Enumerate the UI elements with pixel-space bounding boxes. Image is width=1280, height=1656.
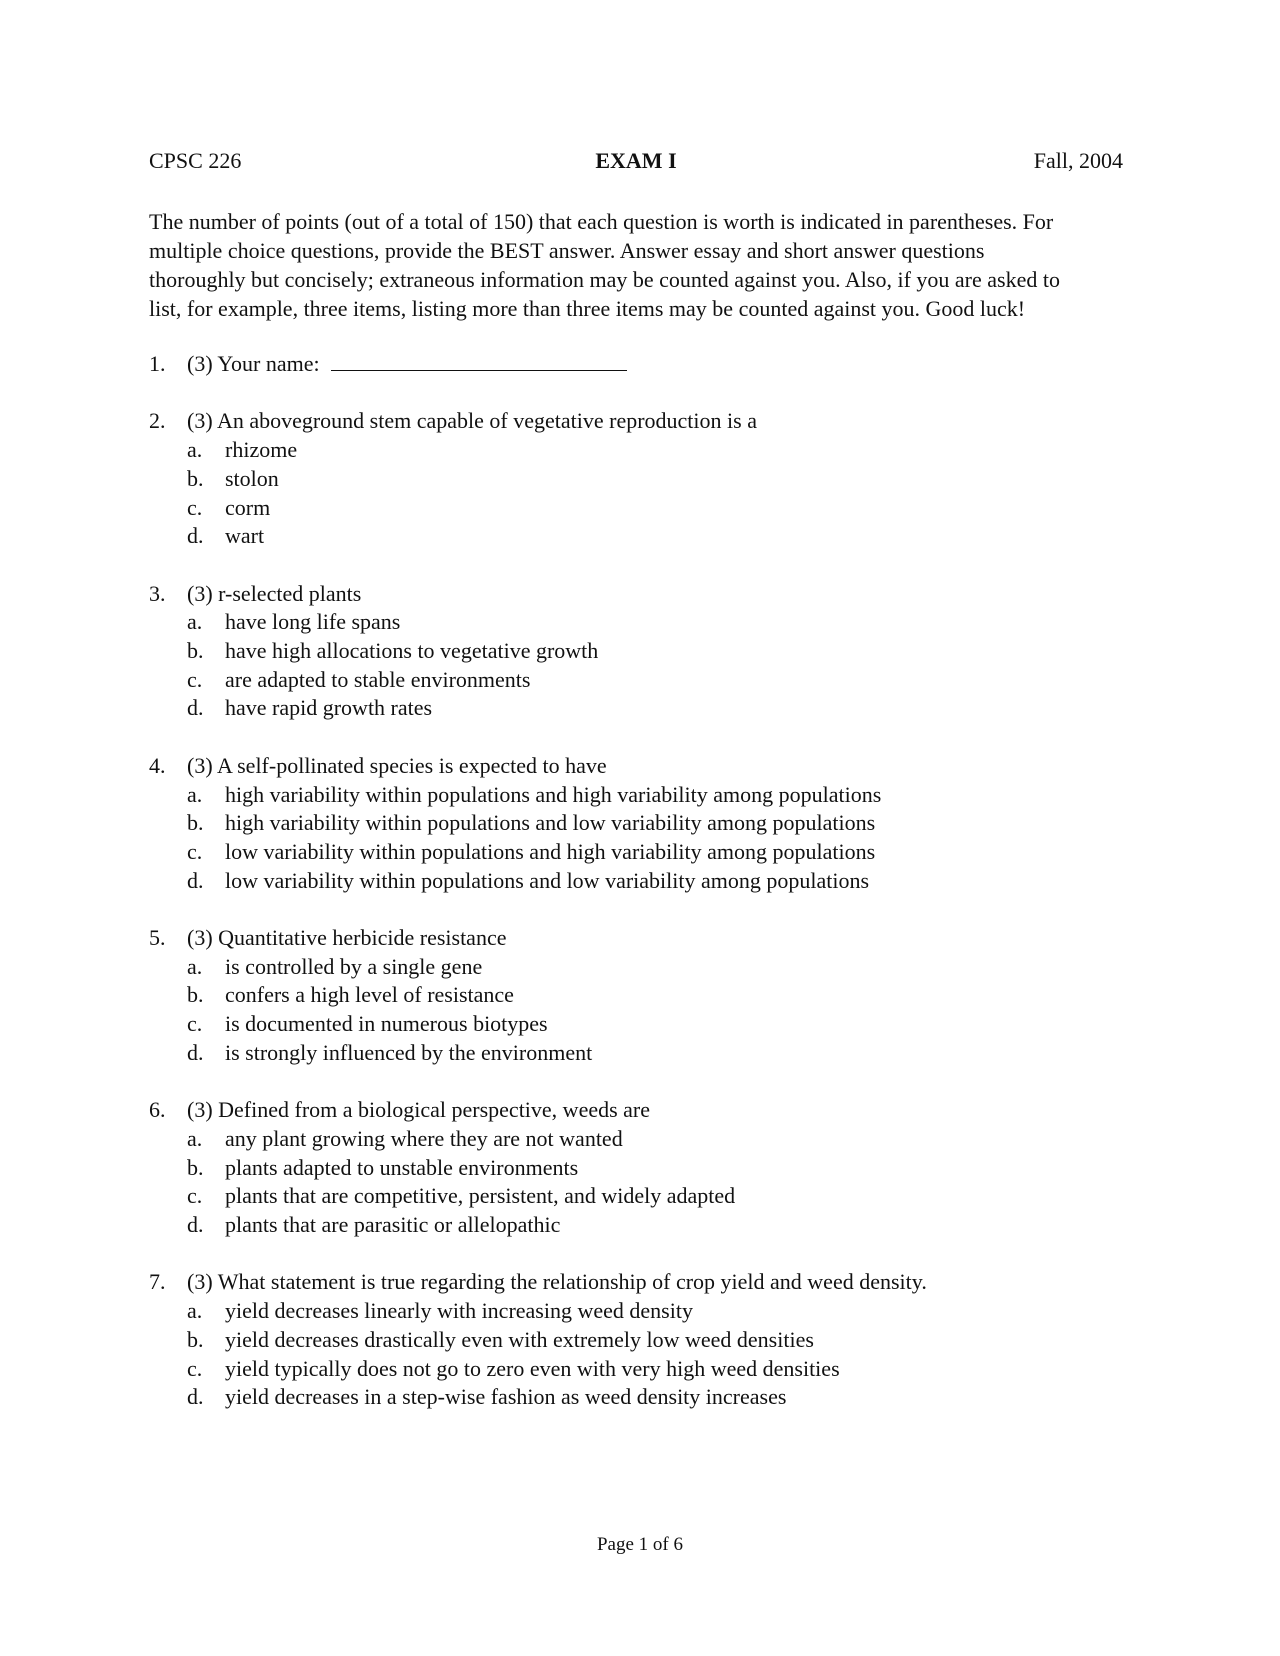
question-stem: [149, 924, 1189, 953]
option-letter: c.: [187, 666, 203, 692]
question-text: (3) Quantitative herbicide resistance: [187, 925, 507, 950]
option-letter: b.: [187, 638, 204, 663]
option-text: yield typically does not go to zero even with very high weed densities: [225, 1355, 840, 1381]
option-letter: b.: [187, 1326, 204, 1352]
option-text: have long life spans: [225, 609, 401, 635]
question-text: (3) r-selected plants: [187, 580, 362, 606]
option-text: have high allocations to vegetative growth: [225, 638, 599, 663]
answer-option: [149, 637, 1189, 666]
instructions-line: multiple choice questions, provide the BEST answer. Answer essay and short answer questions: [149, 238, 985, 263]
option-letter: c.: [187, 838, 203, 864]
option-text: plants adapted to unstable environments: [225, 1154, 579, 1180]
option-text: are adapted to stable environments: [225, 666, 531, 692]
question-7: [149, 1268, 1189, 1412]
answer-option: [149, 1039, 1189, 1068]
option-text: is strongly influenced by the environment: [225, 1039, 593, 1065]
answer-option: [149, 522, 1189, 551]
option-text: low variability within populations and high variability among populations: [225, 838, 876, 864]
option-text: plants that are parasitic or allelopathic: [225, 1212, 561, 1238]
answer-option: [149, 666, 1189, 695]
option-letter: d.: [187, 1384, 204, 1410]
answer-option: [149, 781, 1189, 810]
answer-option: [149, 1154, 1189, 1183]
question-2: [149, 407, 1189, 551]
option-letter: a.: [187, 781, 203, 807]
option-letter: b.: [187, 1154, 204, 1180]
question-number: 1.: [149, 351, 166, 376]
option-text: confers a high level of resistance: [225, 982, 514, 1008]
option-text: corm: [225, 494, 271, 520]
name-blank-line[interactable]: [331, 350, 627, 371]
option-text: high variability within populations and high variability among populations: [225, 781, 882, 807]
question-stem: [149, 1268, 1189, 1297]
instructions-line: thoroughly but concisely; extraneous information may be counted against you. Also, if you are asked to: [149, 267, 1060, 292]
answer-option: [149, 494, 1189, 523]
option-letter: c.: [187, 1355, 203, 1381]
question-number: 5.: [149, 925, 166, 950]
option-letter: d.: [187, 695, 204, 721]
answer-option: [149, 867, 1189, 896]
question-number: 7.: [149, 1269, 166, 1295]
option-text: stolon: [225, 465, 279, 491]
question-list: [149, 350, 1189, 1441]
answer-option: [149, 608, 1189, 637]
question-3: [149, 580, 1189, 724]
answer-option: [149, 1297, 1189, 1326]
answer-option: [149, 981, 1189, 1010]
option-text: yield decreases in a step-wise fashion as weed density increases: [225, 1384, 787, 1410]
option-letter: a.: [187, 1125, 203, 1151]
answer-option: [149, 1383, 1189, 1412]
instructions-paragraph: [149, 207, 1189, 323]
option-letter: a.: [187, 437, 203, 463]
option-letter: c.: [187, 1183, 203, 1209]
question-4: [149, 752, 1189, 896]
option-letter: d.: [187, 523, 204, 549]
answer-option: [149, 809, 1189, 838]
question-stem: [149, 752, 1189, 781]
option-letter: d.: [187, 867, 204, 893]
answer-option: [149, 1211, 1189, 1240]
option-letter: a.: [187, 609, 203, 635]
option-text: low variability within populations and low variability among populations: [225, 867, 870, 893]
option-letter: d.: [187, 1212, 204, 1238]
question-6: [149, 1096, 1189, 1240]
question-1: [149, 350, 1189, 379]
answer-option: [149, 953, 1189, 982]
option-text: have rapid growth rates: [225, 695, 433, 721]
question-text: (3) What statement is true regarding the relationship of crop yield and weed density.: [187, 1269, 927, 1295]
option-letter: b.: [187, 810, 204, 836]
option-text: is controlled by a single gene: [225, 953, 483, 979]
question-text: (3) Your name:: [187, 351, 326, 376]
question-stem: [149, 580, 1189, 609]
option-text: plants that are competitive, persistent, and widely adapted: [225, 1183, 736, 1209]
option-letter: b.: [187, 982, 204, 1008]
option-text: yield decreases linearly with increasing weed density: [225, 1298, 693, 1324]
option-letter: d.: [187, 1039, 204, 1065]
answer-option: [149, 1125, 1189, 1154]
exam-title: EXAM I: [595, 148, 677, 173]
question-number: 2.: [149, 408, 166, 434]
answer-option: [149, 1010, 1189, 1039]
option-letter: a.: [187, 1298, 203, 1324]
answer-option: [149, 1182, 1189, 1211]
option-text: any plant growing where they are not wanted: [225, 1125, 623, 1151]
instructions-line: list, for example, three items, listing more than three items may be counted against you. Good luck!: [149, 296, 1026, 321]
question-text: (3) An aboveground stem capable of vegetative reproduction is a: [187, 408, 757, 434]
course-code: CPSC 226: [149, 148, 242, 173]
option-text: is documented in numerous biotypes: [225, 1011, 548, 1037]
question-stem: [149, 1096, 1189, 1125]
question-number: 4.: [149, 752, 166, 778]
question-stem: [149, 350, 1189, 379]
answer-option: [149, 1326, 1189, 1355]
instructions-line: The number of points (out of a total of 150) that each question is worth is indicated in parentheses. For: [149, 209, 1054, 234]
answer-option: [149, 465, 1189, 494]
question-text: (3) A self-pollinated species is expected to have: [187, 752, 607, 778]
option-text: rhizome: [225, 437, 298, 463]
question-5: [149, 924, 1189, 1068]
answer-option: [149, 436, 1189, 465]
answer-option: [149, 838, 1189, 867]
option-text: yield decreases drastically even with extremely low weed densities: [225, 1326, 814, 1352]
exam-header: [149, 148, 1123, 182]
option-letter: b.: [187, 465, 204, 491]
option-text: wart: [225, 523, 265, 549]
option-letter: c.: [187, 494, 203, 520]
option-text: high variability within populations and low variability among populations: [225, 810, 876, 836]
answer-option: [149, 1355, 1189, 1384]
question-stem: [149, 407, 1189, 436]
exam-term: Fall, 2004: [1033, 148, 1123, 173]
option-letter: a.: [187, 953, 203, 979]
option-letter: c.: [187, 1011, 203, 1037]
question-number: 3.: [149, 580, 166, 606]
answer-option: [149, 694, 1189, 723]
page-number: Page 1 of 6: [596, 1534, 683, 1555]
question-text: (3) Defined from a biological perspective, weeds are: [187, 1097, 651, 1123]
question-number: 6.: [149, 1097, 166, 1123]
